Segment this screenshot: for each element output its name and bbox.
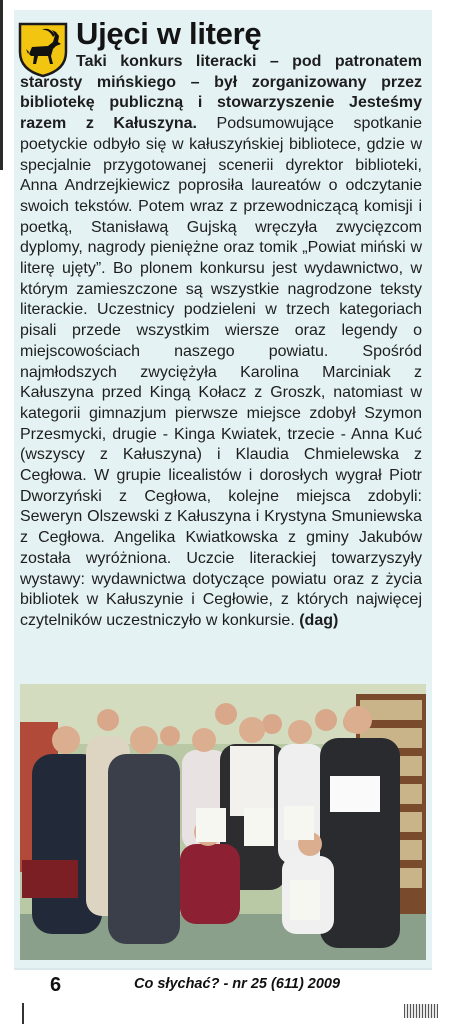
article-title: Ujęci w literę [76, 16, 262, 51]
footer-divider [14, 968, 432, 970]
barcode-mark [404, 1004, 438, 1018]
page-number: 6 [50, 974, 62, 996]
title-indent [20, 65, 76, 66]
article-body [20, 52, 422, 632]
scan-edge [0, 0, 3, 170]
magazine-issue: Co słychać? - nr 25 (611) 2009 [134, 976, 341, 992]
article-text: Podsumowujące spotkanie poetyckie odbyło się w kałuszyńskiej bibliotece, gdzie w specjalnie przygotowanej scenerii dyrektor biblioteki, Anna Andrzejkiewicz poprosiła laureatów o odczytanie swoich tekstów. Potem wraz z przewodniczącą komisji i poetką, Stanisławą Gujską wręczyła zwycięzcom dyplomy, nagrody pieniężne oraz tomik „Powiat miński w literę ujęty”. Bo plonem konkursu jest wydawnictwo, w którym zamieszczone są wszystkie nagrodzone teksty literackie. Uczestnicy podzieleni w trzech kategoriach pisali przede wszystkim wiersze oraz legendy o miejscowościach naszego powiatu. Spośród najmłodszych zwyciężyła Karolina Marciniak z Kałuszyna przed Kingą Kołacz z Groszk, natomiast w kategorii gimnazjum pierwsze miejsce zdobył Szymon Przesmycki, drugie - Kinga Kwiatek, trzecie - Anna Kuć (wszyscy z Kałuszyna) i Klaudia Chmielewska z Cegłowa. W grupie licealistów i dorosłych wygrał Piotr Dworzyński z Cegłowa, kolejne miejsca zdobyli: Seweryn Olszewski z Kałuszyna i Krystyna Smuniewska z Cegłowa. Angelika Kwiatkowska z gminy Jakubów została wyróżniona. Uczcie literackiej towarzyszyły wystawy: wydawnictwa dotyczące powiatu oraz z życia bibliotek w Kałuszynie i Cegłowie, z których najwięcej czytelników uczestniczyło w konkursie. [20, 115, 422, 629]
article-lead: Taki konkurs literacki – pod patronatem starosty mińskiego – był zorganizowany przez bibliotekę publiczną i stowarzyszenie Jesteśmy razem z Kałuszyna. [20, 53, 422, 133]
group-photo [20, 684, 426, 960]
crop-mark-left [22, 1003, 24, 1024]
author-signature: (dag) [299, 611, 339, 629]
